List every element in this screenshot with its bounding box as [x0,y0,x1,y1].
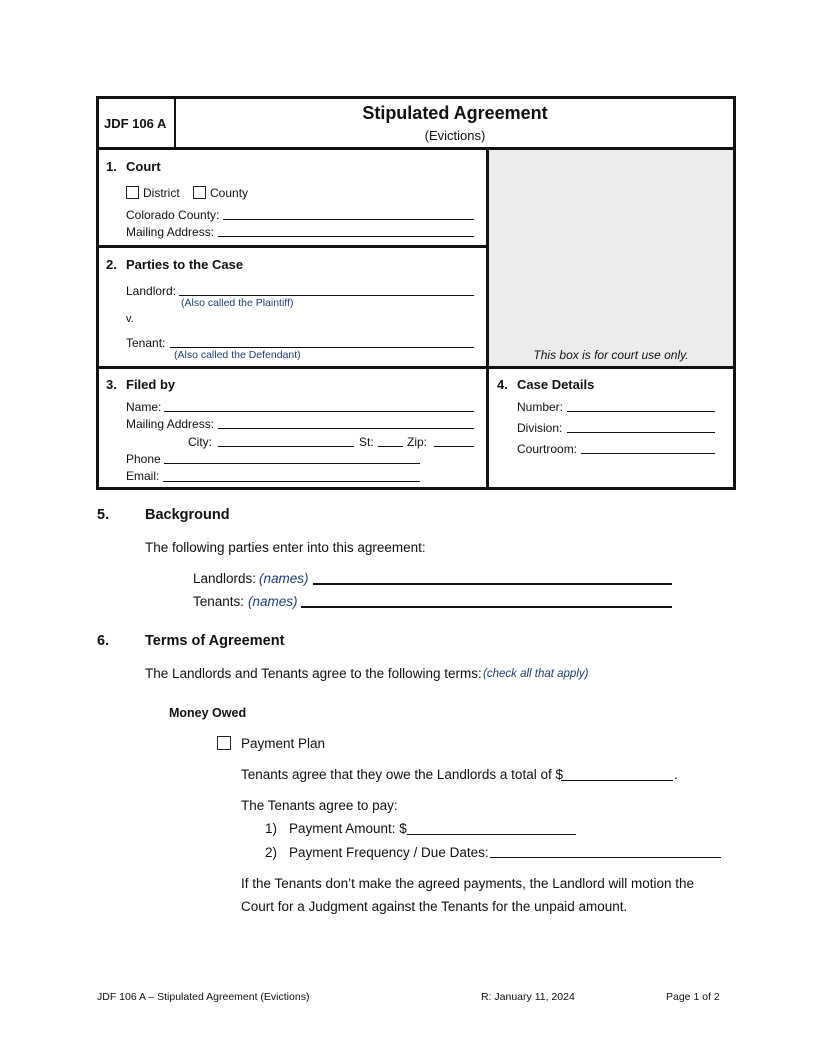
colorado-county-field[interactable] [223,219,474,220]
field-label: Division: [517,421,563,435]
filer-name-field[interactable] [164,411,474,412]
section-number: 4. [497,377,508,392]
field-label: Number: [517,400,564,414]
court-use-note: This box is for court use only. [533,348,689,362]
email-field[interactable] [163,481,420,482]
paragraph: Court for a Judgment against the Tenants for the unpaid amount. [241,899,628,914]
field-label: Phone [126,452,161,466]
division-field[interactable] [567,432,715,433]
field-hint: (names) [248,594,298,609]
field-label: Colorado County: [126,208,220,222]
checkbox-label: Payment Plan [241,736,326,751]
phone-field[interactable] [164,463,420,464]
total-owed-field[interactable] [561,780,673,781]
field-label: Landlord: [126,284,177,298]
court-use-box [489,150,733,366]
versus-label: v. [126,313,134,325]
section-number: 5. [97,507,110,523]
field-label: Courtroom: [517,442,578,456]
section-heading: Filed by [126,377,176,392]
courtroom-field[interactable] [581,453,715,454]
section-heading: Parties to the Case [126,257,244,272]
field-label: Payment Amount: $ [289,821,407,836]
punctuation: . [674,767,678,782]
field-label: Payment Frequency / Due Dates: [289,845,489,860]
paragraph: The Landlords and Tenants agree to the following terms: [145,666,482,681]
form-id: JDF 106 A [104,116,167,131]
footer-form-title: JDF 106 A – Stipulated Agreement (Evictions) [97,991,310,1003]
state-field[interactable] [378,446,403,447]
section-heading: Background [145,507,230,523]
field-label: Zip: [407,435,428,449]
tenant-field[interactable] [170,347,474,348]
divider [96,366,736,369]
field-hint: (check all that apply) [483,668,589,680]
section-number: 3. [106,377,117,392]
field-note: (Also called the Plaintiff) [181,297,294,309]
payment-frequency-field[interactable] [490,857,721,858]
field-label: Tenants: [193,594,245,609]
field-label: Name: [126,400,162,414]
field-hint: (names) [259,571,309,586]
divider [96,245,488,248]
paragraph: The Tenants agree to pay: [241,798,398,813]
footer-revision-date: R: January 11, 2024 [481,991,575,1003]
checkbox-label: District [143,186,180,200]
section-heading: Case Details [517,377,595,392]
zip-field[interactable] [434,446,474,447]
page-title: Stipulated Agreement [362,103,548,123]
list-number: 2) [265,845,278,860]
field-label: Mailing Address: [126,417,215,431]
landlord-field[interactable] [179,295,474,296]
field-note: (Also called the Defendant) [174,349,301,361]
court-mailing-address-field[interactable] [218,236,474,237]
section-number: 2. [106,257,117,272]
field-label: Tenant: [126,336,166,350]
field-label: Landlords: [193,571,257,586]
district-checkbox[interactable] [126,186,139,199]
paragraph: The following parties enter into this agreement: [145,540,426,555]
field-label: Mailing Address: [126,225,215,239]
paragraph: If the Tenants don’t make the agreed payments, the Landlord will motion the [241,876,695,891]
paragraph: Tenants agree that they owe the Landlords a total of $ [241,767,563,782]
city-field[interactable] [218,446,354,447]
payment-amount-field[interactable] [407,834,576,835]
field-label: Email: [126,469,160,483]
field-label: St: [359,435,374,449]
tenants-names-field[interactable] [301,606,672,608]
section-number: 6. [97,633,110,649]
list-number: 1) [265,821,278,836]
payment-plan-checkbox[interactable] [217,736,231,750]
section-heading: Court [126,159,161,174]
section-number: 1. [106,159,117,174]
footer-page-number: Page 1 of 2 [666,991,720,1003]
checkbox-label: County [210,186,249,200]
page-subtitle: (Evictions) [424,128,486,143]
landlords-names-field[interactable] [313,583,672,585]
subheading: Money Owed [169,706,247,720]
case-number-field[interactable] [567,411,715,412]
section-heading: Terms of Agreement [145,633,285,649]
filer-address-field[interactable] [218,428,474,429]
county-checkbox[interactable] [193,186,206,199]
field-label: City: [188,435,212,449]
